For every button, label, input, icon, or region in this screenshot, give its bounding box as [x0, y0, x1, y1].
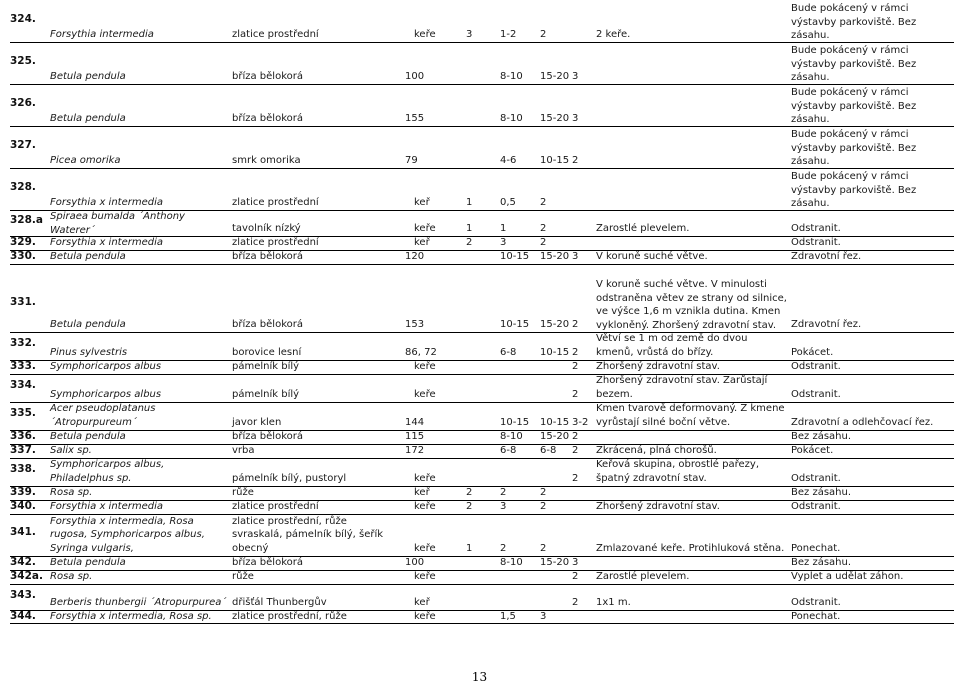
unit: keře [414, 28, 436, 40]
trunk-circumference: 100 [405, 70, 425, 82]
condition: 2 [572, 388, 579, 400]
czech-name: pámelník bílý [232, 388, 300, 400]
count: 1 [466, 542, 473, 554]
czech-name: bříza bělokorá [232, 318, 303, 330]
table-row [10, 236, 954, 251]
recommended-action: Bez zásahu. [791, 487, 852, 498]
recommended-action: Bude pokácený v rámci výstavby parkoviště. Bez zásahu. [791, 3, 917, 41]
condition: 2 [572, 472, 579, 484]
crown-width: 6-8 [500, 445, 517, 456]
table-row [10, 332, 954, 361]
table-row [10, 374, 954, 403]
latin-name: Berberis thunbergii ´Atropurpurea´ [50, 596, 227, 608]
tree-number: 337. [10, 444, 36, 456]
tree-number: 335. [10, 407, 36, 419]
tree-number: 328. [10, 181, 36, 193]
recommended-action: Pokácet. [791, 346, 834, 358]
table-row [10, 556, 954, 571]
tree-number: 329. [10, 236, 36, 248]
crown-width: 8-10 [500, 431, 523, 442]
condition-note: Zkrácená, plná chorošů. [596, 445, 717, 456]
tree-number: 328.a [10, 214, 43, 226]
condition: 2 [572, 445, 579, 456]
crown-width: 1 [500, 222, 507, 234]
condition: 2 [572, 431, 579, 442]
recommended-action: Bude pokácený v rámci výstavby parkoviště. Bez zásahu. [791, 45, 917, 83]
unit: keře [414, 571, 436, 582]
count: 1 [466, 222, 473, 234]
tree-number: 330. [10, 250, 36, 262]
height: 15-20 [540, 431, 570, 442]
unit: keře [414, 361, 436, 372]
latin-name: Salix sp. [50, 445, 92, 456]
recommended-action: Pokácet. [791, 445, 834, 456]
latin-name: Symphoricarpos albus [50, 388, 162, 400]
latin-name: Symphoricarpos albus [50, 361, 162, 372]
tree-number: 333. [10, 360, 36, 372]
recommended-action: Ponechat. [791, 611, 841, 622]
recommended-action: Zdravotní řez. [791, 251, 862, 262]
table-row [10, 360, 954, 375]
unit: keře [414, 542, 436, 554]
tree-number: 343. [10, 589, 36, 601]
latin-name: Rosa sp. [50, 571, 93, 582]
recommended-action: Bude pokácený v rámci výstavby parkoviště. Bez zásahu. [791, 129, 917, 167]
condition-note: Zhoršený zdravotní stav. [596, 361, 720, 372]
czech-name: zlatice prostřední [232, 237, 319, 248]
latin-name: Betula pendula [50, 70, 126, 82]
trunk-circumference: 153 [405, 318, 425, 330]
czech-name: tavolník nízký [232, 222, 301, 234]
unit: keře [414, 611, 436, 622]
table-row [10, 444, 954, 459]
trunk-circumference: 172 [405, 445, 425, 456]
crown-width: 1-2 [500, 28, 517, 40]
crown-width: 3 [500, 501, 507, 512]
crown-width: 10-15 [500, 318, 530, 330]
height: 2 [540, 196, 547, 208]
condition: 2 keře. [596, 28, 631, 40]
recommended-action: Bez zásahu. [791, 557, 852, 568]
recommended-action: Bez zásahu. [791, 431, 852, 442]
czech-name: dřišťál Thunbergův [232, 596, 327, 608]
trunk-circumference: 155 [405, 112, 425, 124]
condition: 3 [572, 251, 579, 262]
latin-name: Symphoricarpos albus, Philadelphus sp. [50, 459, 165, 484]
latin-name: Forsythia x intermedia, Rosa rugosa, Symphoricarpos albus, Syringa vulgaris, [50, 515, 205, 554]
height: 10-15 [540, 154, 570, 166]
condition: 3 [572, 557, 579, 568]
count: 3 [466, 28, 473, 40]
recommended-action: Bude pokácený v rámci výstavby parkoviště. Bez zásahu. [791, 171, 917, 209]
tree-number: 336. [10, 430, 36, 442]
crown-width: 10-15 [500, 251, 530, 262]
trunk-circumference: 115 [405, 431, 425, 442]
crown-width: 8-10 [500, 70, 523, 82]
tree-number: 327. [10, 139, 36, 151]
height: 2 [540, 501, 547, 512]
crown-width: 0,5 [500, 196, 516, 208]
crown-width: 4-6 [500, 154, 517, 166]
recommended-action: Bude pokácený v rámci výstavby parkoviště. Bez zásahu. [791, 87, 917, 125]
height: 2 [540, 222, 547, 234]
page-number: 13 [471, 670, 488, 684]
condition-note: Zhoršený zdravotní stav. [596, 501, 720, 512]
condition: 2 [572, 571, 579, 582]
unit: keř [414, 596, 430, 608]
unit: keře [414, 501, 436, 512]
tree-number: 344. [10, 610, 36, 622]
trunk-circumference: 120 [405, 251, 425, 262]
crown-width: 8-10 [500, 112, 523, 124]
table-row [10, 570, 954, 585]
count: 2 [466, 237, 473, 248]
czech-name: zlatice prostřední, růže [232, 611, 347, 622]
czech-name: borovice lesní [232, 346, 302, 358]
condition-note: Zhoršený zdravotní stav. Zarůstají bezem. [596, 375, 768, 400]
latin-name: Pinus sylvestris [50, 346, 128, 358]
latin-name: Betula pendula [50, 251, 126, 262]
height: 15-20 [540, 557, 570, 568]
czech-name: pámelník bílý [232, 361, 300, 372]
height: 15-20 [540, 318, 570, 330]
recommended-action: Vyplet a udělat záhon. [791, 571, 904, 582]
latin-name: Betula pendula [50, 318, 126, 330]
tree-number: 325. [10, 55, 36, 67]
condition-note: Kmen tvarově deformovaný. Z kmene vyrůstají silné boční větve. [596, 403, 785, 428]
recommended-action: Odstranit. [791, 501, 841, 512]
czech-name: bříza bělokorá [232, 431, 303, 442]
czech-name: bříza bělokorá [232, 251, 303, 262]
tree-number: 331. [10, 296, 36, 308]
height: 6-8 [540, 445, 557, 456]
condition-note: Zarostlé plevelem. [596, 571, 690, 582]
height: 2 [540, 487, 547, 498]
latin-name: Forsythia x intermedia, Rosa sp. [50, 611, 212, 622]
crown-width: 10-15 [500, 416, 530, 428]
condition-note: Zmlazované keře. Protihluková stěna. [596, 542, 785, 554]
condition-note: Větví se 1 m od země do dvou kmenů, vrůstá do břízy. [596, 333, 748, 358]
crown-width: 2 [500, 542, 507, 554]
condition: 3-2 [572, 416, 589, 428]
condition-note: Keřová skupina, obrostlé pařezy, špatný zdravotní stav. [596, 459, 760, 484]
table-row [10, 250, 954, 265]
table-row [10, 586, 954, 611]
height: 15-20 [540, 251, 570, 262]
condition-note: V koruně suché větve. V minulosti odstraněna větev ze strany od silnice, ve výšce 1,6 m vznikla dutina. Kmen vykloněný. Zhoršený zdravotní stav. [596, 279, 787, 331]
czech-name: smrk omorika [232, 154, 301, 166]
height: 2 [540, 542, 547, 554]
recommended-action: Odstranit. [791, 237, 841, 248]
unit: keře [414, 472, 436, 484]
trunk-circumference: 100 [405, 557, 425, 568]
latin-name: Forsythia x intermedia [50, 501, 163, 512]
tree-number: 326. [10, 97, 36, 109]
czech-name: růže [232, 487, 254, 498]
tree-number: 342. [10, 556, 36, 568]
czech-name: vrba [232, 445, 255, 456]
unit: keř [414, 237, 430, 248]
table-row [10, 500, 954, 515]
recommended-action: Odstranit. [791, 388, 841, 400]
table-row [10, 402, 954, 431]
latin-name: Forsythia x intermedia [50, 237, 163, 248]
czech-name: bříza bělokorá [232, 70, 303, 82]
latin-name: Betula pendula [50, 112, 126, 124]
table-row [10, 278, 954, 333]
height: 15-20 [540, 112, 570, 124]
condition: 2 [572, 318, 579, 330]
height: 2 [540, 28, 547, 40]
count: 2 [466, 487, 473, 498]
height: 10-15 [540, 416, 570, 428]
recommended-action: Ponechat. [791, 542, 841, 554]
table-row [10, 170, 954, 211]
table-row [10, 610, 954, 624]
recommended-action: Odstranit. [791, 596, 841, 608]
unit: keř [414, 487, 430, 498]
tree-number: 334. [10, 379, 36, 391]
condition: 2 [572, 361, 579, 372]
table-row [10, 430, 954, 445]
trunk-circumference: 79 [405, 154, 418, 166]
table-row [10, 210, 954, 237]
latin-name: Rosa sp. [50, 487, 93, 498]
latin-name: Acer pseudoplatanus ´Atropurpureum´ [50, 403, 156, 428]
tree-number: 332. [10, 337, 36, 349]
trunk-circumference: 86, 72 [405, 346, 437, 358]
condition: 2 [572, 154, 579, 166]
latin-name: Betula pendula [50, 431, 126, 442]
latin-name: Spiraea bumalda ´Anthony Waterer´ [50, 211, 185, 236]
czech-name: bříza bělokorá [232, 112, 303, 124]
trunk-circumference: 144 [405, 416, 425, 428]
tree-number: 338. [10, 463, 36, 475]
czech-name: zlatice prostřední [232, 196, 319, 208]
condition: 2 [572, 596, 579, 608]
height: 3 [540, 611, 547, 622]
tree-number: 339. [10, 486, 36, 498]
table-row [10, 486, 954, 501]
czech-name: zlatice prostřední [232, 28, 319, 40]
crown-width: 8-10 [500, 557, 523, 568]
condition-note: V koruně suché větve. [596, 251, 708, 262]
recommended-action: Zdravotní a odlehčovací řez. [791, 416, 934, 428]
condition: 3 [572, 70, 579, 82]
latin-name: Forsythia x intermedia [50, 196, 163, 208]
table-row [10, 44, 954, 85]
unit: keře [414, 222, 436, 234]
recommended-action: Odstranit. [791, 222, 841, 234]
table-row [10, 514, 954, 557]
tree-number: 341. [10, 526, 36, 538]
czech-name: bříza bělokorá [232, 557, 303, 568]
recommended-action: Odstranit. [791, 472, 841, 484]
table-row [10, 128, 954, 169]
count: 1 [466, 196, 473, 208]
table-row [10, 2, 954, 43]
unit: keř [414, 196, 430, 208]
crown-width: 1,5 [500, 611, 516, 622]
condition: Zarostlé plevelem. [596, 222, 690, 234]
crown-width: 6-8 [500, 346, 517, 358]
tree-number: 340. [10, 500, 36, 512]
crown-width: 2 [500, 487, 507, 498]
czech-name: zlatice prostřední [232, 501, 319, 512]
crown-width: 3 [500, 237, 507, 248]
height: 15-20 [540, 70, 570, 82]
recommended-action: Zdravotní řez. [791, 318, 862, 330]
tree-number: 342a. [10, 570, 43, 582]
condition: 3 [572, 112, 579, 124]
czech-name: zlatice prostřední, růže svraskalá, pámelník bílý, šeřík obecný [232, 515, 384, 554]
czech-name: pámelník bílý, pustoryl [232, 472, 347, 484]
count: 2 [466, 501, 473, 512]
unit: keře [414, 388, 436, 400]
height: 10-15 [540, 346, 570, 358]
tree-number: 324. [10, 13, 36, 25]
table-row [10, 86, 954, 127]
condition: 2 [572, 346, 579, 358]
czech-name: javor klen [232, 416, 282, 428]
table-row [10, 458, 954, 487]
recommended-action: Odstranit. [791, 361, 841, 372]
czech-name: růže [232, 571, 254, 582]
latin-name: Forsythia intermedia [50, 28, 154, 40]
latin-name: Betula pendula [50, 557, 126, 568]
condition-note: 1x1 m. [596, 596, 631, 608]
height: 2 [540, 237, 547, 248]
latin-name: Picea omorika [50, 154, 121, 166]
